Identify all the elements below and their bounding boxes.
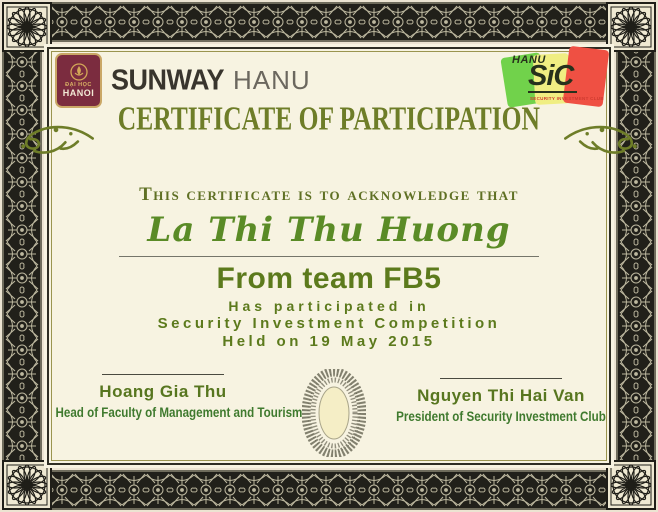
sic-acronym: SiC (528, 61, 577, 93)
signatory-title-left: Head of Faculty of Management and Tourism (55, 405, 303, 420)
signatory-name-right: Nguyen Thi Hai Van (417, 386, 585, 405)
acknowledge-line: This certificate is to acknowledge that (139, 184, 519, 205)
signature-block-left (38, 374, 303, 420)
decorative-border-bottom (2, 470, 656, 510)
decorative-border-left (2, 2, 42, 510)
hanu-sic-logo (504, 48, 608, 108)
recipient-name-block (119, 204, 539, 257)
certificate-title: CERTIFICATE OF PARTICIPATION (117, 100, 541, 138)
emblem-text-dai-hoc: ĐẠI HỌC (65, 82, 92, 88)
seal-emblem (302, 369, 366, 457)
signature-block-right (376, 378, 626, 424)
sunway-wordmark: SUNWAY (111, 64, 225, 96)
decorative-border-top (2, 2, 656, 42)
lotus-crest-icon (70, 63, 88, 81)
sic-tagline: SECURITY INVESTMENT CLUB (530, 96, 604, 101)
participated-line: Has participated in (228, 298, 430, 314)
signatory-name-left: Hoang Gia Thu (99, 382, 227, 401)
emblem-text-hanoi: HANOI (62, 88, 95, 98)
signature-line-left (102, 374, 224, 375)
event-line: Security Investment Competition (157, 315, 501, 332)
hanu-wordmark: HANU (233, 65, 311, 95)
title-flourish-right-icon (563, 118, 641, 162)
signatory-title-right: President of Security Investment Club (396, 409, 606, 424)
signature-line-right (440, 378, 562, 379)
recipient-name: La Thi Thu Huong (147, 210, 511, 250)
sic-hanu-label: HANU (512, 54, 546, 66)
title-flourish-left-icon (17, 118, 95, 162)
decorative-border-right (616, 2, 656, 510)
team-line: From team FB5 (216, 262, 442, 295)
title-row (0, 100, 658, 162)
date-line: Held on 19 May 2015 (222, 333, 436, 350)
